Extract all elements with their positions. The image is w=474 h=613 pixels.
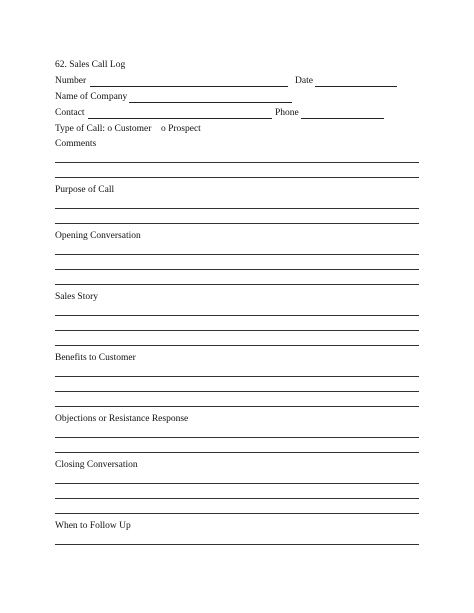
- contact-field[interactable]: [88, 118, 272, 119]
- section-label-benefits-to-customer: Benefits to Customer: [55, 353, 136, 363]
- company-field[interactable]: [129, 102, 292, 103]
- writing-line[interactable]: [55, 437, 419, 438]
- writing-line[interactable]: [55, 223, 419, 224]
- phone-label: Phone: [275, 108, 299, 118]
- writing-line[interactable]: [55, 483, 419, 484]
- company-label: Name of Company: [55, 92, 128, 102]
- writing-line[interactable]: [55, 284, 419, 285]
- writing-line[interactable]: [55, 513, 419, 514]
- writing-line[interactable]: [55, 269, 419, 270]
- writing-line[interactable]: [55, 208, 419, 209]
- section-label-opening-conversation: Opening Conversation: [55, 231, 141, 241]
- writing-line[interactable]: [55, 345, 419, 346]
- section-label-when-to-follow-up: When to Follow Up: [55, 521, 131, 531]
- call-type-option-prospect[interactable]: o Prospect: [160, 124, 201, 134]
- comments-label: Comments: [55, 139, 97, 149]
- number-label: Number: [55, 76, 87, 86]
- call-type-label: Type of Call:: [55, 124, 105, 134]
- writing-line[interactable]: [55, 330, 419, 331]
- number-field[interactable]: [90, 86, 288, 87]
- call-type-row: [55, 124, 201, 135]
- section-label-closing-conversation: Closing Conversation: [55, 460, 138, 470]
- writing-line[interactable]: [55, 376, 419, 377]
- section-label-sales-story: Sales Story: [55, 292, 99, 302]
- section-label-purpose-of-call: Purpose of Call: [55, 185, 115, 195]
- section-label-objections: Objections or Resistance Response: [55, 414, 189, 424]
- form-title: 62. Sales Call Log: [55, 60, 126, 70]
- phone-field[interactable]: [301, 118, 384, 119]
- writing-line[interactable]: [55, 254, 419, 255]
- comments-line[interactable]: [55, 162, 419, 163]
- writing-line[interactable]: [55, 406, 419, 407]
- contact-label: Contact: [55, 108, 85, 118]
- comments-line[interactable]: [55, 177, 419, 178]
- writing-line[interactable]: [55, 544, 419, 545]
- writing-line[interactable]: [55, 315, 419, 316]
- date-field[interactable]: [315, 86, 397, 87]
- writing-line[interactable]: [55, 391, 419, 392]
- date-label: Date: [295, 76, 313, 86]
- call-type-option-customer[interactable]: o Customer: [107, 124, 152, 134]
- writing-line[interactable]: [55, 498, 419, 499]
- writing-line[interactable]: [55, 452, 419, 453]
